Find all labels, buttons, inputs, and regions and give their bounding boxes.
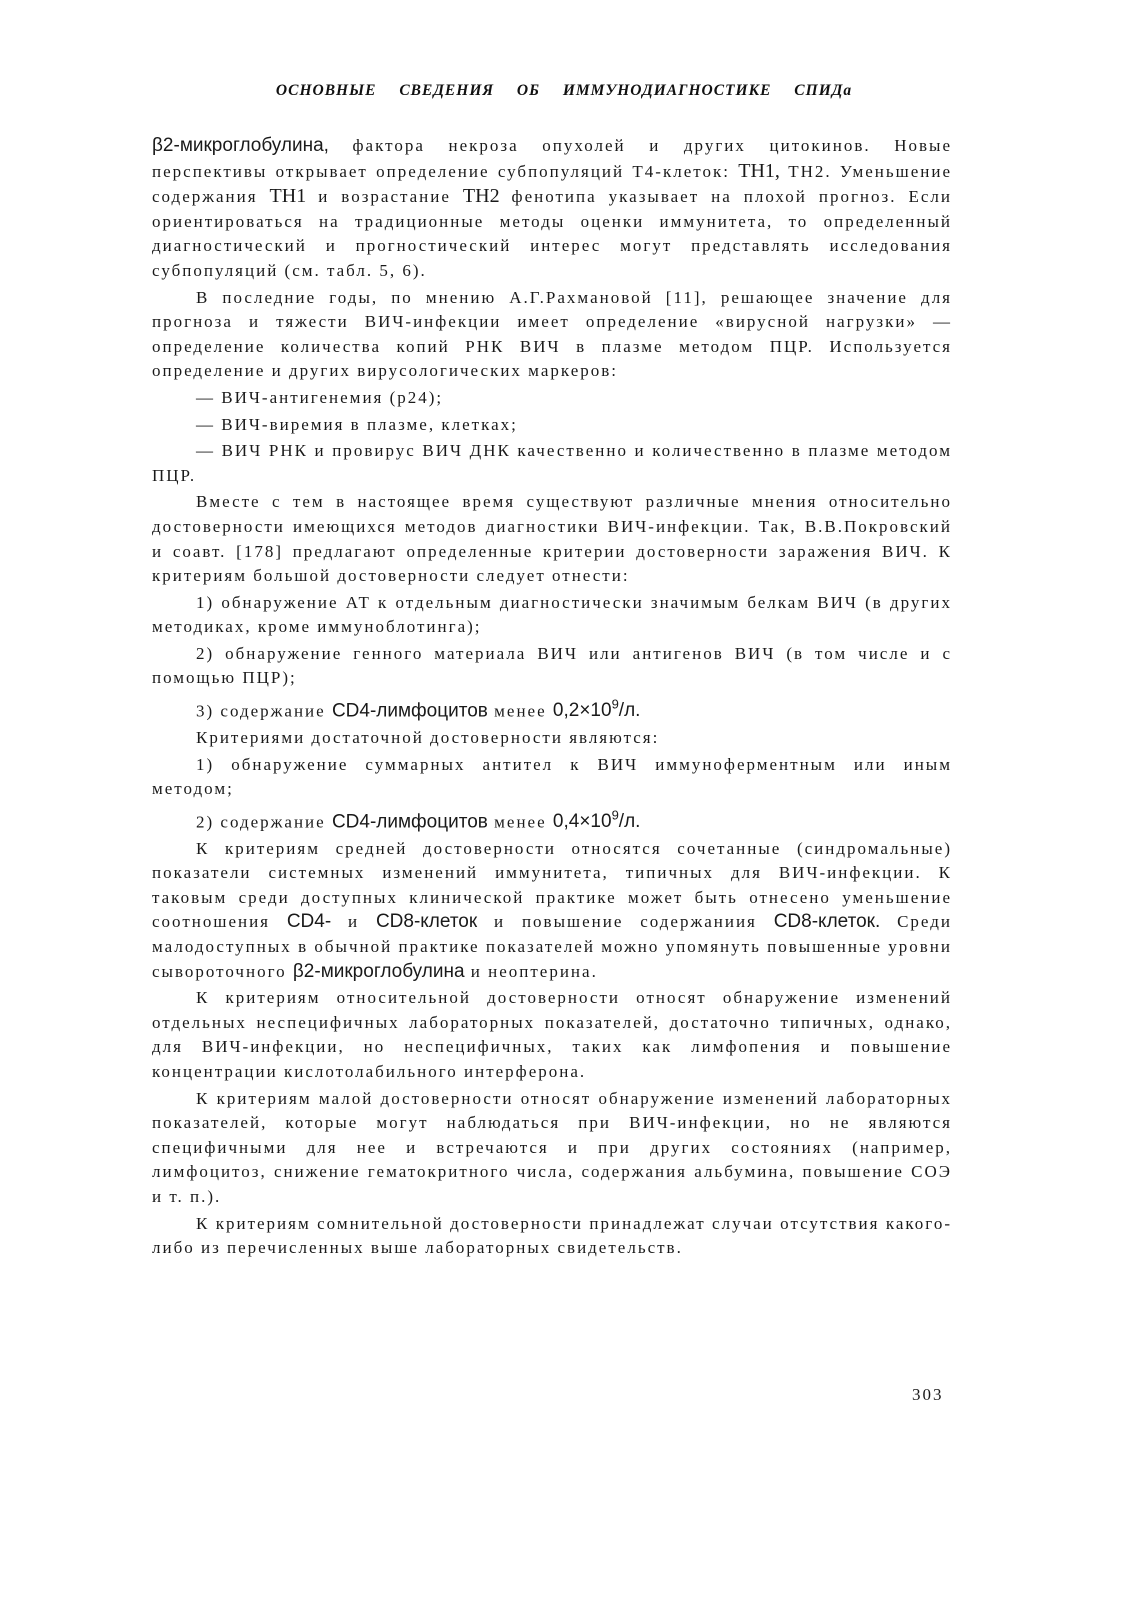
term-th1-second: ТН1 — [269, 185, 307, 208]
list-item-rna-dna: — ВИЧ РНК и провирус ВИЧ ДНК качественно и количественно в плазме методом ПЦР. — [152, 441, 952, 485]
running-header: ОСНОВНЫЕ СВЕДЕНИЯ ОБ ИММУНОДИАГНОСТИКЕ СПИДа — [275, 82, 853, 99]
paragraph-reliability: Вместе с тем в настоящее время существуют различные мнения относительно достоверности имеющихся методов диагностики ВИЧ-инфекции. Так, В.В.Покровский и соавт. [178] предлагают определенные критерии достоверности заражения ВИЧ. К критериям большой достоверности следует отнести: — [152, 492, 952, 586]
cd4-threshold-value: $0,2\times 10^9/л$. — [552, 697, 641, 722]
paragraph-sufficient: Критериями достаточной достоверности являются: — [196, 727, 660, 747]
paragraph-low: К критериям малой достоверности относят обнаружение изменений лабораторных показателей, которые могут наблюдаться при ВИЧ-инфекции, но не являются специфичными для нее и встречаются и при других состояниях (например, лимфоцитоз, снижение гематокритного числа, содержания альбумина, повышение СОЭ и т. п.). — [152, 1088, 952, 1206]
criterion-high-3: 3) содержание CD4-лимфоцитов менее $0,2\times 10^9/л$. — [196, 697, 641, 722]
paragraph-doubtful: К критериям сомнительной достоверности принадлежат случаи отсутствия какого-либо из перечисленных выше лабораторных свидетельств. — [152, 1213, 952, 1258]
list-item-viremia: — ВИЧ-виремия в плазме, клетках; — [196, 414, 518, 434]
page-number: 303 — [912, 1385, 944, 1404]
paragraph-relative: К критериям относительной достоверности относят обнаружение изменений отдельных неспецифичных лабораторных показателей, достаточно типичных, однако, для ВИЧ-инфекции, но неспецифичных, таких как лимфопения и повышение концентрации кислотолабильного интерферона. — [152, 988, 952, 1082]
term-th2: ТН2 — [462, 185, 500, 208]
body-text — [152, 134, 952, 1263]
term-beta2-microglobulin: β2-микроглобулина, — [152, 135, 329, 156]
paragraph-viral-load: В последние годы, по мнению А.Г.Рахмановой [11], решающее значение для прогноза и тяжести ВИЧ-инфекции имеет определение «вирусной нагрузки» — определение количества копий РНК ВИЧ в плазме методом ПЦР. Используется определение и других вирусологических маркеров: — [152, 287, 952, 381]
term-th1: ТН1, — [738, 159, 780, 182]
paragraph-cytokines: β2-микроглобулина, фактора некроза опухолей и других цитокинов. Новые перспективы открывает определение субпопуляций Т4-клеток: ТН1, ТН2. Уменьшение содержания ТН1 и возрастание ТН2 фенотипа указывает на плохой прогноз. Если ориентироваться на традиционные методы оценки иммунитета, то определенный диагностический и прогностический интерес могут представлять исследования субпопуляций (см. табл. 5, 6). — [152, 135, 953, 280]
criterion-sufficient-2: 2) содержание CD4-лимфоцитов менее $0,4\times 10^9/л$. — [196, 807, 641, 833]
criterion-high-1: 1) обнаружение АТ к отдельным диагностически значимым белкам ВИЧ (в других методиках, кроме иммуноблотинга); — [152, 592, 952, 637]
cd4-threshold-value-second: $0,4\times 10^9/л$. — [552, 807, 641, 833]
paragraph-medium: К критериям средней достоверности относятся сочетанные (синдромальные) показатели системных изменений иммунитета, типичных для ВИЧ-инфекции. К таковым среди доступных клинической практике может быть отнесено уменьшение соотношения CD4- и CD8-клеток и повышение содержаниия CD8-клеток. Среди малодоступных в обычной практике показателей можно упомянуть повышенные уровни сывороточного β2-микроглобулина и неоптерина. — [152, 838, 952, 982]
term-cd4-second: CD4-лимфоцитов — [331, 811, 488, 833]
criterion-sufficient-1: 1) обнаружение суммарных антител к ВИЧ иммуноферментным или иным методом; — [152, 754, 952, 799]
term-cd8-second: CD8-клеток. — [773, 911, 881, 933]
term-cd4: CD4-лимфоцитов — [331, 700, 488, 722]
criterion-high-2: 2) обнаружение генного материала ВИЧ или антигенов ВИЧ (в том числе и с помощью ПЦР); — [152, 643, 952, 688]
term-cd8: CD8-клеток — [375, 911, 478, 933]
list-item-antigenemia: — ВИЧ-антигенемия (р24); — [196, 387, 444, 407]
term-cd4-ratio: CD4- — [286, 911, 332, 933]
term-beta2-microglobulin-second: β2-микроглобулина — [292, 960, 465, 982]
